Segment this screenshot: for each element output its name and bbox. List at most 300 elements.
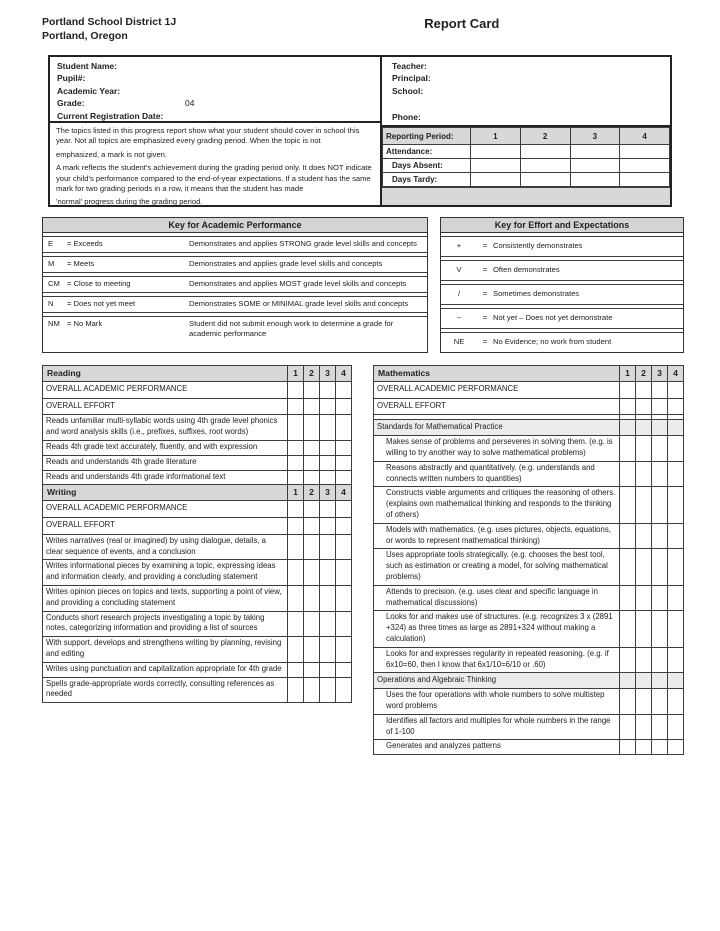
grade-cell xyxy=(652,549,668,585)
skill-label: Makes sense of problems and perseveres in solving them. (e.g. is willing to try another way to solve mathematical problems) xyxy=(374,436,620,462)
grade-cell xyxy=(304,415,320,441)
reporting-period-table xyxy=(382,127,670,187)
skill-row xyxy=(374,398,684,415)
attendance-cell xyxy=(620,173,670,187)
info-field xyxy=(392,72,663,84)
key-equals-sign: = xyxy=(482,337,488,346)
grade-cell xyxy=(652,420,668,436)
grade-cell xyxy=(320,440,336,455)
grade-cell xyxy=(336,677,352,703)
grade-cell xyxy=(652,381,668,398)
skill-row xyxy=(374,714,684,740)
skill-label: OVERALL ACADEMIC PERFORMANCE xyxy=(374,381,620,398)
mathematics-table xyxy=(373,365,684,755)
grade-cell xyxy=(668,611,684,647)
grade-cell xyxy=(288,534,304,560)
info-field xyxy=(392,60,663,72)
period-column-header: 4 xyxy=(620,128,670,145)
key-description: Not yet – Does not yet demonstrate xyxy=(493,313,613,322)
info-field xyxy=(57,85,373,97)
skill-label: OVERALL ACADEMIC PERFORMANCE xyxy=(43,501,288,518)
section-header-row xyxy=(374,366,684,382)
key-code: / xyxy=(457,289,461,298)
skill-label: Looks for and expresses regularity in repeated reasoning. (e.g. if 6x10=60, then I know that 6x1/10=6/10 or .60) xyxy=(374,647,620,673)
grade-cell xyxy=(336,440,352,455)
grade-cell xyxy=(320,517,336,534)
subjects-section xyxy=(42,365,684,755)
grade-cell xyxy=(668,740,684,755)
grade-column-header: 1 xyxy=(288,366,304,382)
reporting-period-section xyxy=(382,125,670,205)
skill-label: Reads 4th grade text accurately, fluently, and with expression xyxy=(43,440,288,455)
skill-label: Writes narratives (real or imagined) by using dialogue, details, a clear sequence of events, and a conclusion xyxy=(43,534,288,560)
grade-cell xyxy=(620,461,636,487)
grade-cell xyxy=(652,740,668,755)
skill-row xyxy=(374,420,684,436)
grade-cell xyxy=(620,714,636,740)
grade-cell xyxy=(320,470,336,485)
field-label: Teacher: xyxy=(392,61,427,71)
grade-cell xyxy=(288,398,304,415)
school-info-box xyxy=(382,57,670,125)
grade-cell xyxy=(620,673,636,689)
grade-cell xyxy=(336,398,352,415)
grade-cell xyxy=(320,677,336,703)
grade-cell xyxy=(288,677,304,703)
key-description: Often demonstrates xyxy=(493,265,560,274)
grade-column-header: 1 xyxy=(288,485,304,501)
attendance-cell xyxy=(471,173,521,187)
skill-row xyxy=(43,677,352,703)
grade-cell xyxy=(636,740,652,755)
grading-notice xyxy=(50,121,380,208)
attendance-cell xyxy=(520,145,570,159)
grade-cell xyxy=(304,662,320,677)
grade-cell xyxy=(620,689,636,715)
skill-label: Attends to precision. (e.g. uses clear and specific language in mathematical discussions) xyxy=(374,585,620,611)
attendance-row xyxy=(383,145,670,159)
key-definition: = Meets xyxy=(67,259,95,268)
grade-cell xyxy=(304,440,320,455)
field-label: Academic Year: xyxy=(57,85,121,96)
skill-row xyxy=(374,673,684,689)
key-code: M xyxy=(48,259,55,268)
attendance-cell xyxy=(620,145,670,159)
key-code: CM xyxy=(48,279,60,288)
grade-cell xyxy=(636,420,652,436)
key-row xyxy=(43,256,427,273)
notice-line: The topics listed in this progress report show what your student should cover in school this year. Not all topics are emphasized every grading period. When the topic is not xyxy=(56,126,360,146)
section-title-reading: Reading xyxy=(43,366,288,382)
key-row xyxy=(43,276,427,293)
top-info-box xyxy=(48,55,672,207)
skill-row xyxy=(43,455,352,470)
student-info-panel xyxy=(50,57,382,205)
attendance-cell xyxy=(570,173,620,187)
grade-cell xyxy=(668,487,684,523)
grade-cell xyxy=(668,549,684,585)
attendance-cell xyxy=(520,173,570,187)
reporting-header-row xyxy=(383,128,670,145)
skill-label: With support, develops and strengthens writing by planning, revising and editing xyxy=(43,637,288,663)
reporting-period-label: Reporting Period: xyxy=(383,128,471,145)
skill-row xyxy=(374,523,684,549)
attendance-cell xyxy=(471,159,521,173)
skill-label: Reasons abstractly and quantitatively. (e.g. understands and connects written numbers to quantities) xyxy=(374,461,620,487)
grade-cell xyxy=(288,381,304,398)
grade-cell xyxy=(652,461,668,487)
info-field xyxy=(392,111,663,123)
key-effort-title: Key for Effort and Expectations xyxy=(441,218,683,233)
student-info-box xyxy=(50,57,380,121)
grade-cell xyxy=(336,637,352,663)
notice-line: A mark reflects the student's achievement during the grading period only. It does NOT indicate your child's performance compared to the end-of-year expectations. If a student has the same mark for two grading periods in a row, it means that the student has made xyxy=(56,163,372,194)
grade-cell xyxy=(652,436,668,462)
skill-label: Generates and analyzes patterns xyxy=(374,740,620,755)
grade-cell xyxy=(620,740,636,755)
grade-column-header: 2 xyxy=(304,366,320,382)
skill-label: Uses appropriate tools strategically. (e.g. chooses the best tool, such as estimation or creating a model, for solving mathematical problems) xyxy=(374,549,620,585)
grade-cell xyxy=(320,560,336,586)
key-equals-sign: = xyxy=(482,265,488,274)
attendance-label: Attendance: xyxy=(383,145,471,159)
grade-cell xyxy=(668,398,684,415)
skill-row xyxy=(43,517,352,534)
district-line1: Portland School District 1J xyxy=(42,16,177,28)
attendance-cell xyxy=(570,159,620,173)
grade-cell xyxy=(288,501,304,518)
skill-row xyxy=(43,381,352,398)
skill-row xyxy=(374,381,684,398)
writing-table xyxy=(42,484,352,703)
section-header-row xyxy=(43,366,352,382)
skill-row xyxy=(374,585,684,611)
grade-cell xyxy=(320,637,336,663)
grade-cell xyxy=(336,455,352,470)
grade-cell xyxy=(652,689,668,715)
grade-cell xyxy=(288,585,304,611)
notice-line: emphasized, a mark is not given. xyxy=(56,149,168,159)
grade-cell xyxy=(304,501,320,518)
period-column-header: 1 xyxy=(471,128,521,145)
attendance-cell xyxy=(471,145,521,159)
grade-cell xyxy=(620,420,636,436)
grade-column-header: 4 xyxy=(336,485,352,501)
key-definition: = Exceeds xyxy=(67,239,103,248)
skill-label: Reads and understands 4th grade literature xyxy=(43,455,288,470)
grade-cell xyxy=(668,420,684,436)
section-title-writing: Writing xyxy=(43,485,288,501)
key-code: + xyxy=(456,241,462,250)
keys-section xyxy=(42,217,684,353)
grade-cell xyxy=(304,677,320,703)
skill-row xyxy=(43,637,352,663)
page-title: Report Card xyxy=(424,16,500,31)
grade-cell xyxy=(288,611,304,637)
skill-label: Writes using punctuation and capitalization appropriate for 4th grade xyxy=(43,662,288,677)
grade-cell xyxy=(336,517,352,534)
key-definition: = No Mark xyxy=(67,319,103,328)
field-value: 04 xyxy=(185,98,195,109)
grade-cell xyxy=(304,517,320,534)
grade-cell xyxy=(668,523,684,549)
grade-cell xyxy=(636,585,652,611)
key-code: V xyxy=(456,265,462,274)
grade-column-header: 3 xyxy=(320,366,336,382)
skill-row xyxy=(43,415,352,441)
key-row xyxy=(43,296,427,313)
attendance-label: Days Absent: xyxy=(383,159,471,173)
grade-cell xyxy=(668,585,684,611)
grade-cell xyxy=(668,647,684,673)
key-equals-sign: = xyxy=(482,289,488,298)
grade-cell xyxy=(652,523,668,549)
section-header-row xyxy=(43,485,352,501)
grade-cell xyxy=(636,689,652,715)
grade-cell xyxy=(336,381,352,398)
grade-cell xyxy=(652,398,668,415)
key-code: -- xyxy=(456,313,462,322)
skill-label: OVERALL EFFORT xyxy=(374,398,620,415)
skill-row xyxy=(43,662,352,677)
grade-cell xyxy=(620,381,636,398)
grade-cell xyxy=(620,523,636,549)
grade-cell xyxy=(636,611,652,647)
skill-label: Reads and understands 4th grade informational text xyxy=(43,470,288,485)
grade-cell xyxy=(652,585,668,611)
skill-label: Uses the four operations with whole numbers to solve multistep word problems xyxy=(374,689,620,715)
key-academic-performance xyxy=(42,217,428,353)
grade-column-header: 3 xyxy=(652,366,668,382)
info-field xyxy=(57,97,373,109)
section-title-mathematics: Mathematics xyxy=(374,366,620,382)
grade-cell xyxy=(336,585,352,611)
field-label: Current Registration Date: xyxy=(57,110,164,121)
grade-cell xyxy=(288,637,304,663)
skill-row xyxy=(43,470,352,485)
skill-label: OVERALL EFFORT xyxy=(43,517,288,534)
left-column xyxy=(42,365,352,703)
grade-cell xyxy=(668,689,684,715)
key-definition: = Close to meeting xyxy=(67,279,131,288)
attendance-label: Days Tardy: xyxy=(383,173,471,187)
grade-column-header: 3 xyxy=(320,485,336,501)
grade-cell xyxy=(288,470,304,485)
grade-cell xyxy=(652,611,668,647)
key-row xyxy=(441,236,683,257)
field-label: Phone: xyxy=(392,112,421,123)
report-card-page xyxy=(42,0,684,755)
key-equals-sign: = xyxy=(482,313,488,322)
key-row xyxy=(441,260,683,281)
grade-cell xyxy=(620,398,636,415)
skill-label: Identifies all factors and multiples for whole numbers in the range of 1-100 xyxy=(374,714,620,740)
grade-cell xyxy=(668,381,684,398)
skill-row xyxy=(374,549,684,585)
key-row xyxy=(441,332,683,352)
info-field xyxy=(57,110,373,122)
attendance-row xyxy=(383,159,670,173)
grade-cell xyxy=(336,662,352,677)
district-line2: Portland, Oregon xyxy=(42,30,128,42)
field-label: Grade: xyxy=(57,98,85,109)
key-equals-sign: = xyxy=(482,241,488,250)
grade-cell xyxy=(320,381,336,398)
skill-row xyxy=(43,560,352,586)
grade-cell xyxy=(336,611,352,637)
grade-cell xyxy=(320,501,336,518)
grade-cell xyxy=(668,436,684,462)
grade-column-header: 4 xyxy=(336,366,352,382)
grade-cell xyxy=(304,455,320,470)
skill-row xyxy=(374,647,684,673)
grade-cell xyxy=(652,487,668,523)
field-label: Student Name: xyxy=(57,61,117,71)
grade-cell xyxy=(304,611,320,637)
grade-cell xyxy=(636,523,652,549)
grade-cell xyxy=(620,487,636,523)
grade-cell xyxy=(652,673,668,689)
info-field xyxy=(392,85,663,97)
grade-cell xyxy=(320,455,336,470)
grade-column-header: 1 xyxy=(620,366,636,382)
attendance-cell xyxy=(570,145,620,159)
skill-row xyxy=(43,440,352,455)
grade-cell xyxy=(620,647,636,673)
skill-label: Models with mathematics. (e.g. uses pictures, objects, equations, or words to represent mathematical thinking) xyxy=(374,523,620,549)
skill-label: Writes informational pieces by examining a topic, expressing ideas and information clearly, and providing a concluding statement xyxy=(43,560,288,586)
key-description: Demonstrates SOME or MINIMAL grade level skills and concepts xyxy=(189,299,409,308)
skill-label: Conducts short research projects investigating a topic by taking notes, categorizing information and providing a list of sources xyxy=(43,611,288,637)
grade-cell xyxy=(636,549,652,585)
skill-row xyxy=(43,534,352,560)
attendance-row xyxy=(383,173,670,187)
key-code: NM xyxy=(48,319,60,328)
grade-cell xyxy=(652,647,668,673)
skill-row xyxy=(374,740,684,755)
skill-label: Operations and Algebraic Thinking xyxy=(374,673,620,689)
grade-cell xyxy=(336,560,352,586)
key-effort-expectations xyxy=(440,217,684,353)
key-definition: = Does not yet meet xyxy=(67,299,136,308)
grade-cell xyxy=(336,501,352,518)
grade-cell xyxy=(288,662,304,677)
skill-label: Standards for Mathematical Practice xyxy=(374,420,620,436)
grade-cell xyxy=(304,534,320,560)
district-name xyxy=(42,15,176,43)
key-description: Student did not submit enough work to determine a grade for academic performance xyxy=(189,319,394,338)
grade-cell xyxy=(636,487,652,523)
grade-cell xyxy=(320,662,336,677)
attendance-cell xyxy=(520,159,570,173)
grade-cell xyxy=(320,611,336,637)
key-description: No Evidence; no work from student xyxy=(493,337,612,346)
page-header xyxy=(42,15,684,43)
grade-cell xyxy=(304,398,320,415)
skill-label: Writes opinion pieces on topics and texts, supporting a point of view, and providing a concluding statement xyxy=(43,585,288,611)
skill-label: OVERALL EFFORT xyxy=(43,398,288,415)
grade-cell xyxy=(320,534,336,560)
grade-cell xyxy=(336,534,352,560)
grade-cell xyxy=(320,415,336,441)
grade-cell xyxy=(288,517,304,534)
key-code: E xyxy=(48,239,54,248)
key-row xyxy=(441,284,683,305)
period-column-header: 3 xyxy=(570,128,620,145)
grade-cell xyxy=(304,470,320,485)
key-row xyxy=(43,236,427,253)
key-description: Sometimes demonstrates xyxy=(493,289,580,298)
info-field xyxy=(57,72,373,84)
skill-row xyxy=(43,398,352,415)
grade-cell xyxy=(304,381,320,398)
key-row xyxy=(441,308,683,329)
field-label: Principal: xyxy=(392,73,431,84)
key-code: NE xyxy=(453,337,465,346)
field-label: School: xyxy=(392,85,424,96)
grade-cell xyxy=(620,585,636,611)
key-description: Demonstrates and applies MOST grade level skills and concepts xyxy=(189,279,407,288)
grade-cell xyxy=(636,436,652,462)
grade-cell xyxy=(620,549,636,585)
period-column-header: 2 xyxy=(520,128,570,145)
reading-table xyxy=(42,365,352,485)
grade-cell xyxy=(636,461,652,487)
grade-cell xyxy=(636,381,652,398)
skill-row xyxy=(374,611,684,647)
skill-row xyxy=(43,611,352,637)
attendance-cell xyxy=(620,159,670,173)
skill-row xyxy=(374,689,684,715)
grade-cell xyxy=(304,637,320,663)
key-description: Demonstrates and applies STRONG grade level skills and concepts xyxy=(189,239,417,248)
grade-cell xyxy=(636,398,652,415)
right-column xyxy=(373,365,684,755)
grade-cell xyxy=(304,560,320,586)
skill-row xyxy=(374,436,684,462)
grade-column-header: 2 xyxy=(304,485,320,501)
grade-cell xyxy=(652,714,668,740)
skill-row xyxy=(43,501,352,518)
key-code: N xyxy=(48,299,54,308)
grade-cell xyxy=(288,560,304,586)
reporting-footer-band xyxy=(382,187,670,205)
grade-cell xyxy=(336,415,352,441)
grade-cell xyxy=(288,440,304,455)
field-label: Pupil#: xyxy=(57,73,86,84)
grade-cell xyxy=(320,398,336,415)
grade-cell xyxy=(668,461,684,487)
grade-cell xyxy=(636,714,652,740)
skill-row xyxy=(374,487,684,523)
notice-line: 'normal' progress during the grading period. xyxy=(56,197,203,207)
grade-cell xyxy=(304,585,320,611)
skill-row xyxy=(43,585,352,611)
skill-label: Spells grade-appropriate words correctly, consulting references as needed xyxy=(43,677,288,703)
grade-cell xyxy=(668,714,684,740)
info-field xyxy=(57,60,373,72)
grade-cell xyxy=(336,470,352,485)
key-description: Consistently demonstrates xyxy=(493,241,583,250)
grade-cell xyxy=(620,436,636,462)
skill-label: OVERALL ACADEMIC PERFORMANCE xyxy=(43,381,288,398)
skill-label: Constructs viable arguments and critiques the reasoning of others. (explains own mathematical thinking and responds to the thinking of others) xyxy=(374,487,620,523)
school-info-panel xyxy=(382,57,670,205)
grade-cell xyxy=(668,673,684,689)
grade-cell xyxy=(288,415,304,441)
key-academic-title: Key for Academic Performance xyxy=(43,218,427,233)
grade-column-header: 4 xyxy=(668,366,684,382)
